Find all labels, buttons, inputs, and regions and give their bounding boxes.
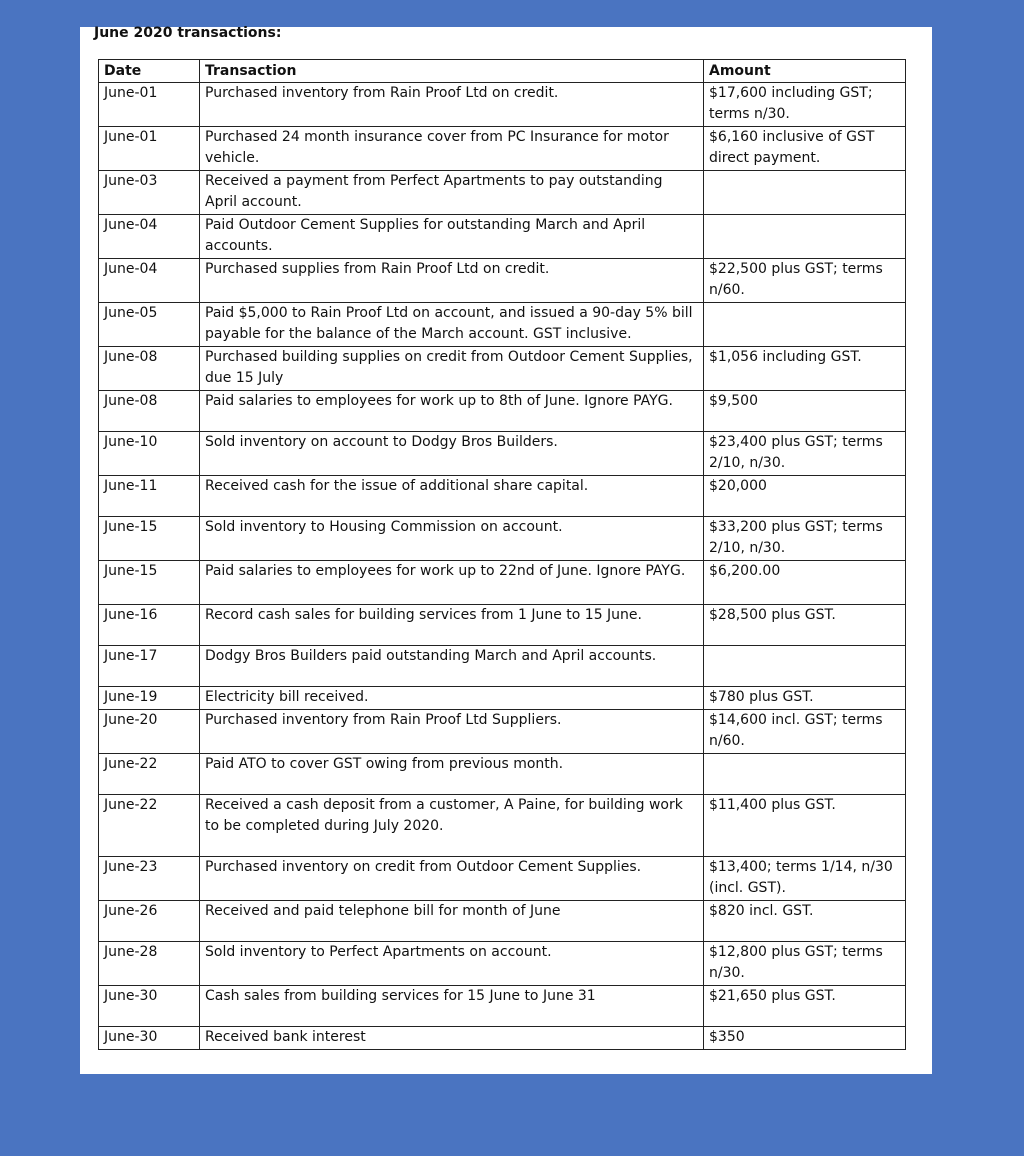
cell-date: June-22 [99, 754, 200, 795]
column-header-amount: Amount [704, 60, 906, 83]
table-row [99, 517, 906, 561]
table-row [99, 901, 906, 942]
cell-amount: $12,800 plus GST; terms n/30. [704, 942, 906, 986]
table-row [99, 710, 906, 754]
cell-transaction: Received a payment from Perfect Apartments to pay outstanding April account. [200, 171, 704, 215]
cell-date: June-05 [99, 303, 200, 347]
cell-transaction: Purchased supplies from Rain Proof Ltd on credit. [200, 259, 704, 303]
cell-transaction: Paid salaries to employees for work up to 22nd of June. Ignore PAYG. [200, 561, 704, 605]
cell-transaction: Received and paid telephone bill for month of June [200, 901, 704, 942]
cell-date: June-04 [99, 215, 200, 259]
cell-amount: $350 [704, 1027, 906, 1050]
cell-amount: $6,160 inclusive of GST direct payment. [704, 127, 906, 171]
cell-transaction: Purchased inventory on credit from Outdoor Cement Supplies. [200, 857, 704, 901]
cell-date: June-10 [99, 432, 200, 476]
cell-amount [704, 171, 906, 215]
cell-date: June-30 [99, 1027, 200, 1050]
cell-amount: $21,650 plus GST. [704, 986, 906, 1027]
cell-amount: $17,600 including GST; terms n/30. [704, 83, 906, 127]
cell-amount: $6,200.00 [704, 561, 906, 605]
cell-transaction: Paid salaries to employees for work up to 8th of June. Ignore PAYG. [200, 391, 704, 432]
cell-date: June-08 [99, 347, 200, 391]
table-row [99, 986, 906, 1027]
page-heading: June 2020 transactions: [94, 25, 282, 41]
cell-date: June-28 [99, 942, 200, 986]
cell-transaction: Purchased 24 month insurance cover from PC Insurance for motor vehicle. [200, 127, 704, 171]
table-row [99, 857, 906, 901]
cell-date: June-17 [99, 646, 200, 687]
cell-date: June-22 [99, 795, 200, 857]
table-row [99, 687, 906, 710]
cell-amount [704, 303, 906, 347]
cell-transaction: Received a cash deposit from a customer, A Paine, for building work to be completed during July 2020. [200, 795, 704, 857]
table-row [99, 432, 906, 476]
cell-date: June-15 [99, 561, 200, 605]
cell-transaction: Paid $5,000 to Rain Proof Ltd on account, and issued a 90-day 5% bill payable for the balance of the March account. GST inclusive. [200, 303, 704, 347]
table-row [99, 795, 906, 857]
table-row [99, 754, 906, 795]
table-row [99, 605, 906, 646]
cell-amount: $14,600 incl. GST; terms n/60. [704, 710, 906, 754]
cell-amount: $11,400 plus GST. [704, 795, 906, 857]
cell-transaction: Dodgy Bros Builders paid outstanding March and April accounts. [200, 646, 704, 687]
table-row [99, 259, 906, 303]
cell-transaction: Purchased inventory from Rain Proof Ltd on credit. [200, 83, 704, 127]
cell-amount: $22,500 plus GST; terms n/60. [704, 259, 906, 303]
cell-transaction: Record cash sales for building services from 1 June to 15 June. [200, 605, 704, 646]
cell-amount [704, 215, 906, 259]
cell-transaction: Received bank interest [200, 1027, 704, 1050]
cell-date: June-19 [99, 687, 200, 710]
cell-transaction: Received cash for the issue of additional share capital. [200, 476, 704, 517]
cell-amount: $33,200 plus GST; terms 2/10, n/30. [704, 517, 906, 561]
cell-date: June-15 [99, 517, 200, 561]
table-row [99, 476, 906, 517]
cell-amount: $20,000 [704, 476, 906, 517]
header-row [99, 60, 906, 83]
table-row [99, 391, 906, 432]
table-row [99, 303, 906, 347]
cell-amount: $820 incl. GST. [704, 901, 906, 942]
table-row [99, 171, 906, 215]
cell-date: June-01 [99, 83, 200, 127]
table-row [99, 1027, 906, 1050]
cell-date: June-26 [99, 901, 200, 942]
cell-amount: $23,400 plus GST; terms 2/10, n/30. [704, 432, 906, 476]
cell-amount: $780 plus GST. [704, 687, 906, 710]
cell-transaction: Electricity bill received. [200, 687, 704, 710]
cell-amount: $28,500 plus GST. [704, 605, 906, 646]
cell-transaction: Paid ATO to cover GST owing from previous month. [200, 754, 704, 795]
cell-transaction: Paid Outdoor Cement Supplies for outstanding March and April accounts. [200, 215, 704, 259]
table-row [99, 83, 906, 127]
transactions-table [98, 59, 906, 1050]
column-header-date: Date [99, 60, 200, 83]
cell-transaction: Sold inventory on account to Dodgy Bros Builders. [200, 432, 704, 476]
cell-date: June-30 [99, 986, 200, 1027]
table-row [99, 942, 906, 986]
cell-date: June-11 [99, 476, 200, 517]
cell-date: June-23 [99, 857, 200, 901]
document-page [80, 27, 932, 1074]
cell-transaction: Sold inventory to Housing Commission on account. [200, 517, 704, 561]
cell-transaction: Purchased building supplies on credit from Outdoor Cement Supplies, due 15 July [200, 347, 704, 391]
cell-transaction: Cash sales from building services for 15 June to June 31 [200, 986, 704, 1027]
table-row [99, 561, 906, 605]
cell-date: June-16 [99, 605, 200, 646]
cell-date: June-04 [99, 259, 200, 303]
cell-amount [704, 646, 906, 687]
cell-date: June-20 [99, 710, 200, 754]
table-row [99, 215, 906, 259]
cell-date: June-01 [99, 127, 200, 171]
cell-date: June-08 [99, 391, 200, 432]
cell-amount [704, 754, 906, 795]
cell-amount: $13,400; terms 1/14, n/30 (incl. GST). [704, 857, 906, 901]
cell-transaction: Sold inventory to Perfect Apartments on account. [200, 942, 704, 986]
column-header-transaction: Transaction [200, 60, 704, 83]
table-row [99, 127, 906, 171]
table-row [99, 646, 906, 687]
cell-amount: $9,500 [704, 391, 906, 432]
cell-amount: $1,056 including GST. [704, 347, 906, 391]
cell-date: June-03 [99, 171, 200, 215]
table-row [99, 347, 906, 391]
cell-transaction: Purchased inventory from Rain Proof Ltd Suppliers. [200, 710, 704, 754]
